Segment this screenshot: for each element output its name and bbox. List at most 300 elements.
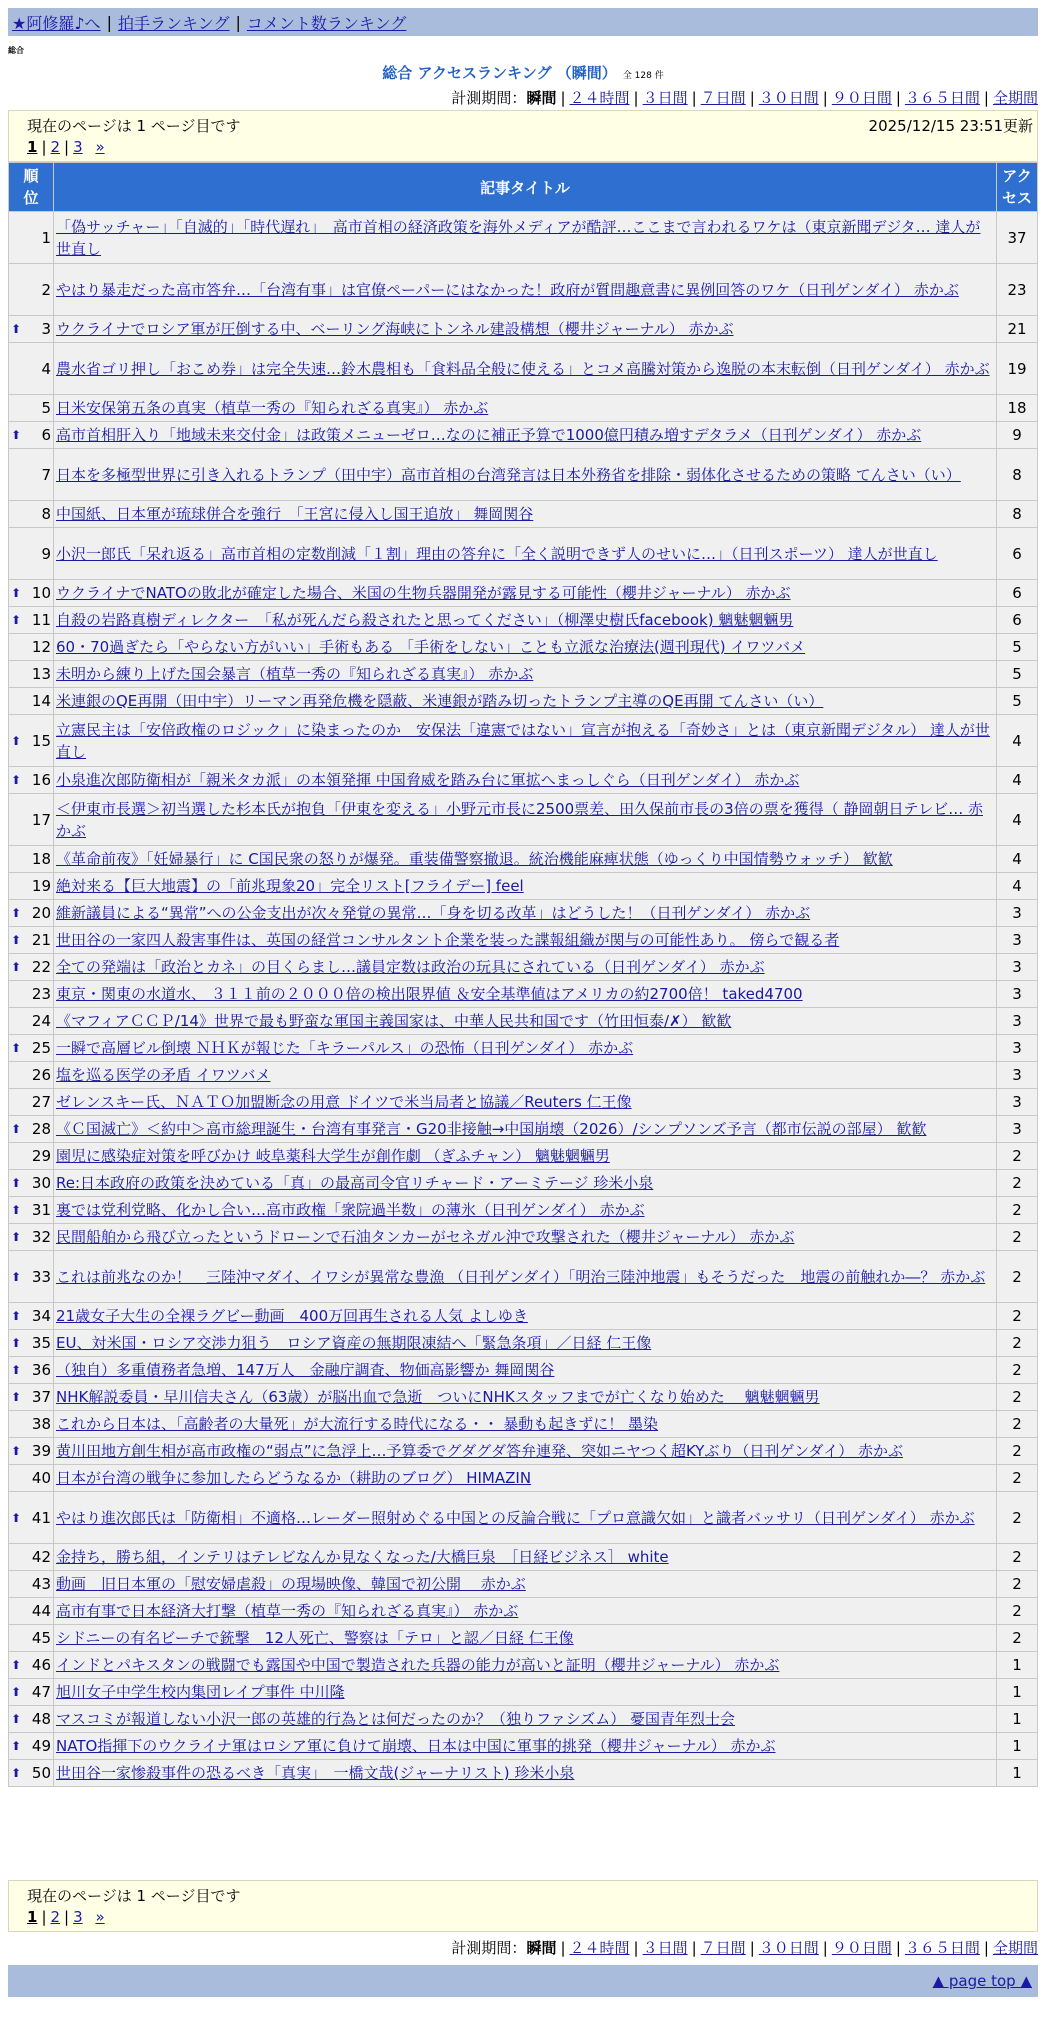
up-arrow-icon: ⬆: [11, 322, 22, 336]
period-separator: |: [983, 89, 989, 107]
access-count: 2: [997, 1438, 1037, 1464]
rank-number: 49: [31, 1737, 51, 1755]
page-info-top: [8, 110, 1038, 162]
rank-cell: [9, 1089, 53, 1115]
access-count: 2: [997, 1411, 1037, 1437]
pagination: [27, 1908, 105, 1926]
article-title-link[interactable]: これから日本は、「高齢者の大量死」が大流行する時代になる・・ 暴動も起きずに！ 墨染: [56, 1415, 659, 1433]
rank-number: 16: [31, 771, 51, 789]
article-title-link[interactable]: 裏では党利党略、化かし合い…高市政権「衆院過半数」の薄氷（日刊ゲンダイ） 赤かぶ: [56, 1201, 645, 1219]
rank-number: 36: [31, 1361, 51, 1379]
table-row: [9, 767, 1037, 793]
up-arrow-icon: ⬆: [11, 960, 22, 974]
period-separator: |: [822, 1939, 828, 1957]
article-title-link[interactable]: 小泉進次郎防衛相が「親米タカ派」の本領発揮 中国脅威を踏み台に軍拡へまっしぐら（日刊ゲンダイ） 赤かぶ: [56, 771, 800, 789]
table-row: [9, 528, 1037, 579]
article-title-link[interactable]: NATO指揮下のウクライナ軍はロシア軍に負けて崩壊、日本は中国に軍事的挑発（櫻井ジャーナル） 赤かぶ: [56, 1737, 776, 1755]
access-count: 2: [997, 1357, 1037, 1383]
up-arrow-icon: ⬆: [11, 1041, 22, 1055]
period-option-link[interactable]: ３日間: [642, 1939, 688, 1957]
article-title-link[interactable]: 小沢一郎氏「呆れ返る」高市首相の定数削減「１割」理由の答弁に「全く説明できず人のせいに…」（日刊スポーツ） 達人が世直し: [56, 544, 938, 563]
rank-cell: [9, 1465, 53, 1491]
access-count: 5: [997, 688, 1037, 714]
period-separator: |: [983, 1939, 989, 1957]
title-cell: [54, 528, 996, 579]
rank-cell: [9, 1116, 53, 1142]
rank-cell: [9, 981, 53, 1007]
article-title-link[interactable]: 東京・関東の水道水、 ３１１前の２０００倍の検出限界値 ＆安全基準値はアメリカの約2700倍！ taked4700: [56, 985, 803, 1003]
access-count: 1: [997, 1706, 1037, 1732]
title-cell: [54, 607, 996, 633]
article-title-link[interactable]: 塩を巡る医学の矛盾 イワツバメ: [56, 1066, 271, 1084]
article-title-link[interactable]: 動画 旧日本軍の「慰安婦虐殺」の現場映像、韓国で初公開 赤かぶ: [56, 1575, 526, 1593]
period-label: 計測期間：: [451, 1939, 527, 1957]
access-count: 2: [997, 1598, 1037, 1624]
ranking-title: 総合 アクセスランキング （瞬間）: [382, 64, 617, 82]
table-row: [9, 688, 1037, 714]
up-arrow-icon: ⬆: [11, 1336, 22, 1350]
rank-number: 44: [31, 1602, 51, 1620]
up-arrow-icon: ⬆: [11, 1739, 22, 1753]
article-title-link[interactable]: 自殺の岩路真樹ディレクター 「私が死んだら殺されたと思ってください」（柳澤史樹氏facebook) 魑魅魍魎男: [56, 611, 794, 629]
article-title-link[interactable]: 日米安保第五条の真実（植草一秀の『知られざる真実』） 赤かぶ: [56, 399, 489, 417]
title-cell: [54, 501, 996, 527]
table-row: [9, 873, 1037, 899]
up-arrow-icon: ⬆: [11, 1766, 22, 1780]
rank-number: 39: [31, 1442, 51, 1460]
title-cell: [54, 1733, 996, 1759]
title-cell: [54, 1224, 996, 1250]
title-cell: [54, 927, 996, 953]
access-count: 8: [997, 501, 1037, 527]
nav-separator: |: [106, 12, 112, 32]
rank-number: 45: [31, 1629, 51, 1647]
rank-cell: [9, 900, 53, 926]
period-option-link[interactable]: ２４時間: [569, 89, 630, 107]
article-title-link[interactable]: やはり暴走だった高市答弁…「台湾有事」は官僚ペーパーにはなかった！政府が質問趣意書に異例回答のワケ（日刊ゲンダイ） 赤かぶ: [56, 280, 959, 299]
rank-cell: [9, 343, 53, 394]
period-selector-top: [451, 87, 1038, 108]
rank-number: 5: [41, 399, 51, 417]
title-cell: [54, 212, 996, 263]
rank-cell: [9, 927, 53, 953]
title-cell: [54, 1116, 996, 1142]
table-row: [9, 1760, 1037, 1786]
access-count: 4: [997, 767, 1037, 793]
table-row: [9, 316, 1037, 342]
page-top-link[interactable]: ▲ page top ▲: [932, 1972, 1032, 1990]
pager-separator: |: [41, 138, 47, 156]
up-arrow-icon: ⬆: [11, 1444, 22, 1458]
rank-cell: [9, 688, 53, 714]
rank-number: 12: [31, 638, 51, 656]
article-title-link[interactable]: ＜伊東市長選＞初当選した杉本氏が抱負「伊東を変える」小野元市長に2500票差、田久保前市長の3倍の票を獲得（ 静岡朝日テレビ… 赤かぶ: [56, 799, 983, 840]
rank-cell: [9, 212, 53, 263]
article-title-link[interactable]: （独自）多重債務者急増、147万人 金融庁調査、物価高影響か 舞岡関谷: [56, 1361, 555, 1379]
comment-ranking-link[interactable]: コメント数ランキング: [246, 13, 407, 33]
title-cell: [54, 1197, 996, 1223]
rank-number: 29: [31, 1147, 51, 1165]
rank-cell: [9, 1411, 53, 1437]
page-link[interactable]: 2: [50, 1908, 61, 1926]
article-title-link[interactable]: マスコミが報道しない小沢一郎の英雄的行為とは何だったのか？（独りファシズム） 憂国青年烈士会: [56, 1710, 736, 1728]
rank-number: 3: [41, 320, 51, 338]
article-title-link[interactable]: 維新議員による“異常”への公金支出が次々発覚の異常…「身を切る改革」はどうした！（日刊ゲンダイ） 赤かぶ: [56, 904, 811, 922]
title-cell: [54, 846, 996, 872]
title-cell: [54, 1679, 996, 1705]
top-nav-bar: [8, 8, 1038, 36]
table-row: [9, 715, 1037, 766]
period-option-link[interactable]: ３日間: [642, 89, 688, 107]
access-count: 8: [997, 449, 1037, 500]
period-separator: |: [691, 89, 697, 107]
table-row: [9, 927, 1037, 953]
table-row: [9, 422, 1037, 448]
access-count: 2: [997, 1384, 1037, 1410]
article-title-link[interactable]: 60・70過ぎたら「やらない方がいい」手術もある 「手術をしない」ことも立派な治療法(週刊現代) イワツバメ: [56, 638, 806, 656]
rank-cell: [9, 1492, 53, 1543]
page-link[interactable]: 3: [73, 138, 83, 156]
article-title-link[interactable]: 一瞬で高層ビル倒壊 ＮＨＫが報じた「キラーパルス」の恐怖（日刊ゲンダイ） 赤かぶ: [56, 1039, 634, 1057]
rank-number: 9: [41, 544, 51, 563]
table-row: [9, 1598, 1037, 1624]
rank-cell: [9, 1170, 53, 1196]
page-link[interactable]: 2: [50, 138, 61, 156]
rank-cell: [9, 954, 53, 980]
article-title-link[interactable]: 日本が台湾の戦争に参加したらどうなるか（耕助のブログ） HIMAZIN: [56, 1469, 532, 1487]
rank-cell: [9, 395, 53, 421]
rank-number: 28: [31, 1120, 51, 1138]
access-count: 2: [997, 1465, 1037, 1491]
rank-number: 4: [41, 359, 51, 378]
title-cell: [54, 1384, 996, 1410]
period-separator: |: [560, 1939, 566, 1957]
access-count: 1: [997, 1652, 1037, 1678]
access-count: 21: [997, 316, 1037, 342]
article-title-link[interactable]: 「偽サッチャー」「自滅的」「時代遅れ」 高市首相の経済政策を海外メディアが酷評…ここまで言われるワケは（東京新聞デジタ… 達人が世直し: [56, 217, 981, 258]
title-cell: [54, 715, 996, 766]
up-arrow-icon: ⬆: [11, 1203, 22, 1217]
rank-cell: [9, 1679, 53, 1705]
home-link[interactable]: ★阿修羅♪へ: [12, 13, 101, 33]
article-title-link[interactable]: 民間船舶から飛び立ったというドローンで石油タンカーがセネガル沖で攻撃された（櫻井ジャーナル） 赤かぶ: [56, 1228, 795, 1246]
access-count: 2: [997, 1303, 1037, 1329]
table-row: [9, 1035, 1037, 1061]
rank-cell: [9, 1224, 53, 1250]
article-title-link[interactable]: 《Ｃ国滅亡》＜約中＞高市総理誕生・台湾有事発言・G20非接触→中国崩壊（2026）/シンプソンズ予言（都市伝説の部屋） 歓歓: [56, 1120, 927, 1138]
article-title-link[interactable]: これは前兆なのか！ 三陸沖マダイ、イワシが異常な豊漁 （日刊ゲンダイ）「明治三陸沖地震」もそうだった 地震の前触れか―？ 赤かぶ: [56, 1267, 986, 1286]
table-row: [9, 607, 1037, 633]
article-title-link[interactable]: 旭川女子中学生校内集団レイプ事件 中川隆: [56, 1683, 345, 1701]
access-count: 3: [997, 900, 1037, 926]
access-count: 3: [997, 981, 1037, 1007]
rank-cell: [9, 1143, 53, 1169]
rank-cell: [9, 1438, 53, 1464]
rank-cell: [9, 607, 53, 633]
period-option-link[interactable]: ３６５日間: [904, 1939, 980, 1957]
table-row: [9, 846, 1037, 872]
period-option-link[interactable]: ３０日間: [758, 89, 819, 107]
rank-number: 19: [31, 877, 51, 895]
table-row: [9, 954, 1037, 980]
title-cell: [54, 1465, 996, 1491]
rank-number: 38: [31, 1415, 51, 1433]
article-title-link[interactable]: 日本を多極型世界に引き入れるトランプ（田中宇）高市首相の台湾発言は日本外務省を排除・弱体化させるための策略 てんさい（い）: [56, 465, 961, 484]
period-option-link[interactable]: ２４時間: [569, 1939, 630, 1957]
rank-cell: [9, 873, 53, 899]
period-option-link[interactable]: ９０日間: [831, 1939, 892, 1957]
access-count: 3: [997, 1008, 1037, 1034]
article-title-link[interactable]: シドニーの有名ビーチで銃撃 12人死亡、警察は「テロ」と認／日経 仁王像: [56, 1629, 574, 1647]
table-row: [9, 1170, 1037, 1196]
table-row: [9, 1411, 1037, 1437]
period-option-link[interactable]: ７日間: [700, 1939, 746, 1957]
title-cell: [54, 634, 996, 660]
rank-cell: [9, 1652, 53, 1678]
access-count: 19: [997, 343, 1037, 394]
pager-separator: |: [64, 138, 70, 156]
title-cell: [54, 264, 996, 315]
title-cell: [54, 1089, 996, 1115]
title-cell: [54, 1035, 996, 1061]
article-title-link[interactable]: 農水省ゴリ押し「おこめ券」は完全失速…鈴木農相も「食料品全般に使える」とコメ高騰対策から逸脱の本末転倒（日刊ゲンダイ） 赤かぶ: [56, 359, 990, 378]
access-count: 2: [997, 1197, 1037, 1223]
article-title-link[interactable]: 世田谷一家惨殺事件の恐るべき「真実」 一橋文哉(ジャーナリスト) 珍米小泉: [56, 1764, 575, 1782]
article-title-link[interactable]: Re:日本政府の政策を決めている「真」の最高司令官リチャード・アーミテージ 珍米小泉: [56, 1174, 654, 1192]
table-row: [9, 449, 1037, 500]
article-title-link[interactable]: 立憲民主は「安倍政権のロジック」に染まったのか 安保法「違憲ではない」宣言が抱える「奇妙さ」とは（東京新聞デジタル） 達人が世直し: [56, 720, 990, 761]
access-count: 2: [997, 1143, 1037, 1169]
page-link[interactable]: 3: [73, 1908, 83, 1926]
page-link[interactable]: »: [95, 138, 105, 156]
article-title-link[interactable]: 《マフィアＣＣＰ/14》世界で最も野蛮な軍国主義国家は、中華人民共和国です（竹田恒泰/✗） 歓歓: [56, 1012, 732, 1030]
title-cell: [54, 873, 996, 899]
title-cell: [54, 395, 996, 421]
rank-number: 25: [31, 1039, 51, 1057]
title-cell: [54, 1652, 996, 1678]
table-row: [9, 981, 1037, 1007]
period-option-link[interactable]: 全期間: [992, 1939, 1038, 1957]
article-title-link[interactable]: EU、対米国・ロシア交渉力狙う ロシア資産の無期限凍結へ「緊急条項」／日経 仁王像: [56, 1334, 652, 1352]
article-title-link[interactable]: ウクライナでロシア軍が圧倒する中、ベーリング海峡にトンネル建設構想（櫻井ジャーナル） 赤かぶ: [56, 320, 734, 338]
title-cell: [54, 1544, 996, 1570]
pager-separator: |: [64, 1908, 70, 1926]
table-row: [9, 1197, 1037, 1223]
title-cell: [54, 1571, 996, 1597]
rank-cell: [9, 1733, 53, 1759]
period-option-link[interactable]: ３０日間: [758, 1939, 819, 1957]
table-row: [9, 1465, 1037, 1491]
rank-number: 32: [31, 1228, 51, 1246]
table-row: [9, 794, 1037, 845]
title-cell: [54, 1760, 996, 1786]
rank-cell: [9, 1197, 53, 1223]
table-row: [9, 343, 1037, 394]
table-row: [9, 1492, 1037, 1543]
up-arrow-icon: ⬆: [11, 1390, 22, 1404]
period-separator: |: [633, 1939, 639, 1957]
article-title-link[interactable]: 21歳女子大生の全裸ラグビー動画 400万回再生される人気 よしゆき: [56, 1307, 528, 1325]
title-cell: [54, 316, 996, 342]
rank-number: 20: [31, 904, 51, 922]
rank-number: 21: [31, 931, 51, 949]
article-title-link[interactable]: やはり進次郎氏は「防衛相」不適格…レーダー照射めぐる中国との反論合戦に「プロ意識欠如」と識者バッサリ（日刊ゲンダイ） 赤かぶ: [56, 1508, 975, 1527]
rank-number: 6: [41, 426, 51, 444]
article-title-link[interactable]: 絶対来る【巨大地震】の「前兆現象20」完全リスト[フライデー] feel: [56, 877, 524, 895]
access-count: 3: [997, 927, 1037, 953]
access-count: 4: [997, 715, 1037, 766]
article-title-link[interactable]: 中国紙、日本軍が琉球併合を強行 「王宮に侵入し国王追放」 舞岡関谷: [56, 505, 534, 523]
access-count: 6: [997, 580, 1037, 606]
rank-number: 41: [31, 1508, 51, 1527]
table-row: [9, 1062, 1037, 1088]
rank-cell: [9, 1330, 53, 1356]
rank-cell: [9, 1384, 53, 1410]
table-row: [9, 580, 1037, 606]
rank-number: 10: [31, 584, 51, 602]
table-row: [9, 1224, 1037, 1250]
rank-cell: [9, 1008, 53, 1034]
access-count: 2: [997, 1224, 1037, 1250]
access-count: 5: [997, 661, 1037, 687]
period-option-link[interactable]: 全期間: [992, 89, 1038, 107]
rank-number: 47: [31, 1683, 51, 1701]
current-page-text: 現在のページは 1 ページ目です: [27, 117, 241, 135]
rank-cell: [9, 422, 53, 448]
rank-number: 37: [31, 1388, 51, 1406]
rank-cell: [9, 1357, 53, 1383]
table-row: [9, 1251, 1037, 1302]
rank-number: 50: [31, 1764, 51, 1782]
access-count: 2: [997, 1492, 1037, 1543]
period-separator: |: [691, 1939, 697, 1957]
rank-number: 2: [41, 280, 51, 299]
rank-cell: [9, 794, 53, 845]
access-count: 4: [997, 846, 1037, 872]
title-cell: [54, 1330, 996, 1356]
rank-cell: [9, 634, 53, 660]
article-title-link[interactable]: 世田谷の一家四人殺害事件は、英国の経営コンサルタント企業を装った諜報組織が関与の可能性あり。 傍らで観る者: [56, 931, 840, 949]
updated-timestamp: 2025/12/15 23:51更新: [868, 117, 1033, 135]
rank-number: 33: [31, 1267, 51, 1286]
period-option-link[interactable]: ３６５日間: [904, 89, 980, 107]
title-cell: [54, 449, 996, 500]
up-arrow-icon: ⬆: [11, 1269, 22, 1284]
ranking-table: [8, 162, 1038, 1787]
rank-cell: [9, 528, 53, 579]
title-cell: [54, 1598, 996, 1624]
access-count: 1: [997, 1679, 1037, 1705]
pager-separator: [87, 1908, 92, 1926]
rank-number: 26: [31, 1066, 51, 1084]
table-row: [9, 1008, 1037, 1034]
article-title-link[interactable]: NHK解説委員・早川信夫さん（63歳）が脳出血で急逝 ついにNHKスタッフまでが亡くなり始めた 魑魅魍魎男: [56, 1388, 820, 1406]
up-arrow-icon: ⬆: [11, 428, 22, 442]
access-count: 23: [997, 264, 1037, 315]
period-separator: |: [560, 89, 566, 107]
rank-number: 1: [41, 228, 51, 247]
access-count: 1: [997, 1733, 1037, 1759]
title-cell: [54, 954, 996, 980]
rank-number: 11: [31, 611, 51, 629]
table-row: [9, 501, 1037, 527]
article-title-link[interactable]: 園児に感染症対策を呼びかけ 岐阜薬科大学生が創作劇 （ぎふチャン） 魑魅魍魎男: [56, 1147, 610, 1165]
access-count: 3: [997, 1062, 1037, 1088]
rank-number: 22: [31, 958, 51, 976]
rank-number: 17: [31, 810, 51, 829]
article-title-link[interactable]: 《革命前夜》「妊婦暴行」に C国民衆の怒りが爆発。重装備警察撤退。統治機能麻痺状態（ゆっくり中国情勢ウォッチ） 歓歓: [56, 850, 893, 868]
article-title-link[interactable]: ウクライナでNATOの敗北が確定した場合、米国の生物兵器開発が露見する可能性（櫻井ジャーナル） 赤かぶ: [56, 584, 791, 602]
table-row: [9, 1625, 1037, 1651]
table-row: [9, 395, 1037, 421]
period-option-link[interactable]: ７日間: [700, 89, 746, 107]
table-row: [9, 1116, 1037, 1142]
rank-cell: [9, 1706, 53, 1732]
applause-ranking-link[interactable]: 拍手ランキング: [117, 13, 230, 33]
table-row: [9, 1330, 1037, 1356]
article-title-link[interactable]: 高市首相肝入り「地域未来交付金」は政策メニューゼロ…なのに補正予算で1000億円積み増すデタラメ（日刊ゲンダイ） 赤かぶ: [56, 426, 922, 444]
up-arrow-icon: ⬆: [11, 933, 22, 947]
access-count: 2: [997, 1330, 1037, 1356]
page-link[interactable]: »: [95, 1908, 105, 1926]
rank-number: 31: [31, 1201, 51, 1219]
title-cell: [54, 422, 996, 448]
article-title-link[interactable]: インドとパキスタンの戦闘でも露国や中国で製造された兵器の能力が高いと証明（櫻井ジャーナル） 赤かぶ: [56, 1656, 780, 1674]
title-cell: [54, 688, 996, 714]
rank-number: 18: [31, 850, 51, 868]
title-cell: [54, 1251, 996, 1302]
page-current: 1: [27, 138, 38, 156]
rank-cell: [9, 661, 53, 687]
title-cell: [54, 1170, 996, 1196]
rank-number: 24: [31, 1012, 51, 1030]
access-count: 1: [997, 1760, 1037, 1786]
table-row: [9, 1357, 1037, 1383]
up-arrow-icon: ⬆: [11, 1510, 22, 1525]
period-separator: |: [633, 89, 639, 107]
rank-number: 34: [31, 1307, 51, 1325]
up-arrow-icon: ⬆: [11, 613, 22, 627]
title-cell: [54, 1143, 996, 1169]
article-title-link[interactable]: 金持ち，勝ち組，インテリはテレビなんか見なくなった/大橋巨泉 ［日経ビジネス］ white: [56, 1548, 669, 1566]
title-cell: [54, 767, 996, 793]
period-separator: |: [749, 1939, 755, 1957]
period-option-link[interactable]: ９０日間: [831, 89, 892, 107]
table-row: [9, 1303, 1037, 1329]
access-count: 3: [997, 1089, 1037, 1115]
article-title-link[interactable]: 全ての発端は「政治とカネ」の目くらまし…議員定数は政治の玩具にされている（日刊ゲンダイ） 赤かぶ: [56, 958, 765, 976]
table-row: [9, 1706, 1037, 1732]
article-title-link[interactable]: 黄川田地方創生相が高市政権の“弱点”に急浮上…予算委でグダグダ答弁連発、突如ニヤつく超KYぶり（日刊ゲンダイ） 赤かぶ: [56, 1442, 903, 1460]
table-row: [9, 1679, 1037, 1705]
period-separator: |: [822, 89, 828, 107]
article-title-link[interactable]: 米連銀のQE再開（田中宇）リーマン再発危機を隠蔽、米連銀が踏み切ったトランプ主導のQE再開 てんさい（い）: [56, 692, 824, 710]
article-title-link[interactable]: 高市有事で日本経済大打撃（植草一秀の『知られざる真実』） 赤かぶ: [56, 1602, 519, 1620]
rank-cell: [9, 316, 53, 342]
title-cell: [54, 343, 996, 394]
rank-cell: [9, 580, 53, 606]
article-title-link[interactable]: 未明から練り上げた国会暴言（植草一秀の『知られざる真実』） 赤かぶ: [56, 665, 534, 683]
up-arrow-icon: ⬆: [11, 906, 22, 920]
rank-number: 15: [31, 731, 51, 750]
rank-cell: [9, 1544, 53, 1570]
access-count: 37: [997, 212, 1037, 263]
article-title-link[interactable]: ゼレンスキー氏、ＮＡＴＯ加盟断念の用意 ドイツで米当局者と協議／Reuters 仁王像: [56, 1093, 632, 1111]
title-cell: [54, 900, 996, 926]
page-current: 1: [27, 1908, 38, 1926]
title-cell: [54, 1062, 996, 1088]
rank-cell: [9, 846, 53, 872]
